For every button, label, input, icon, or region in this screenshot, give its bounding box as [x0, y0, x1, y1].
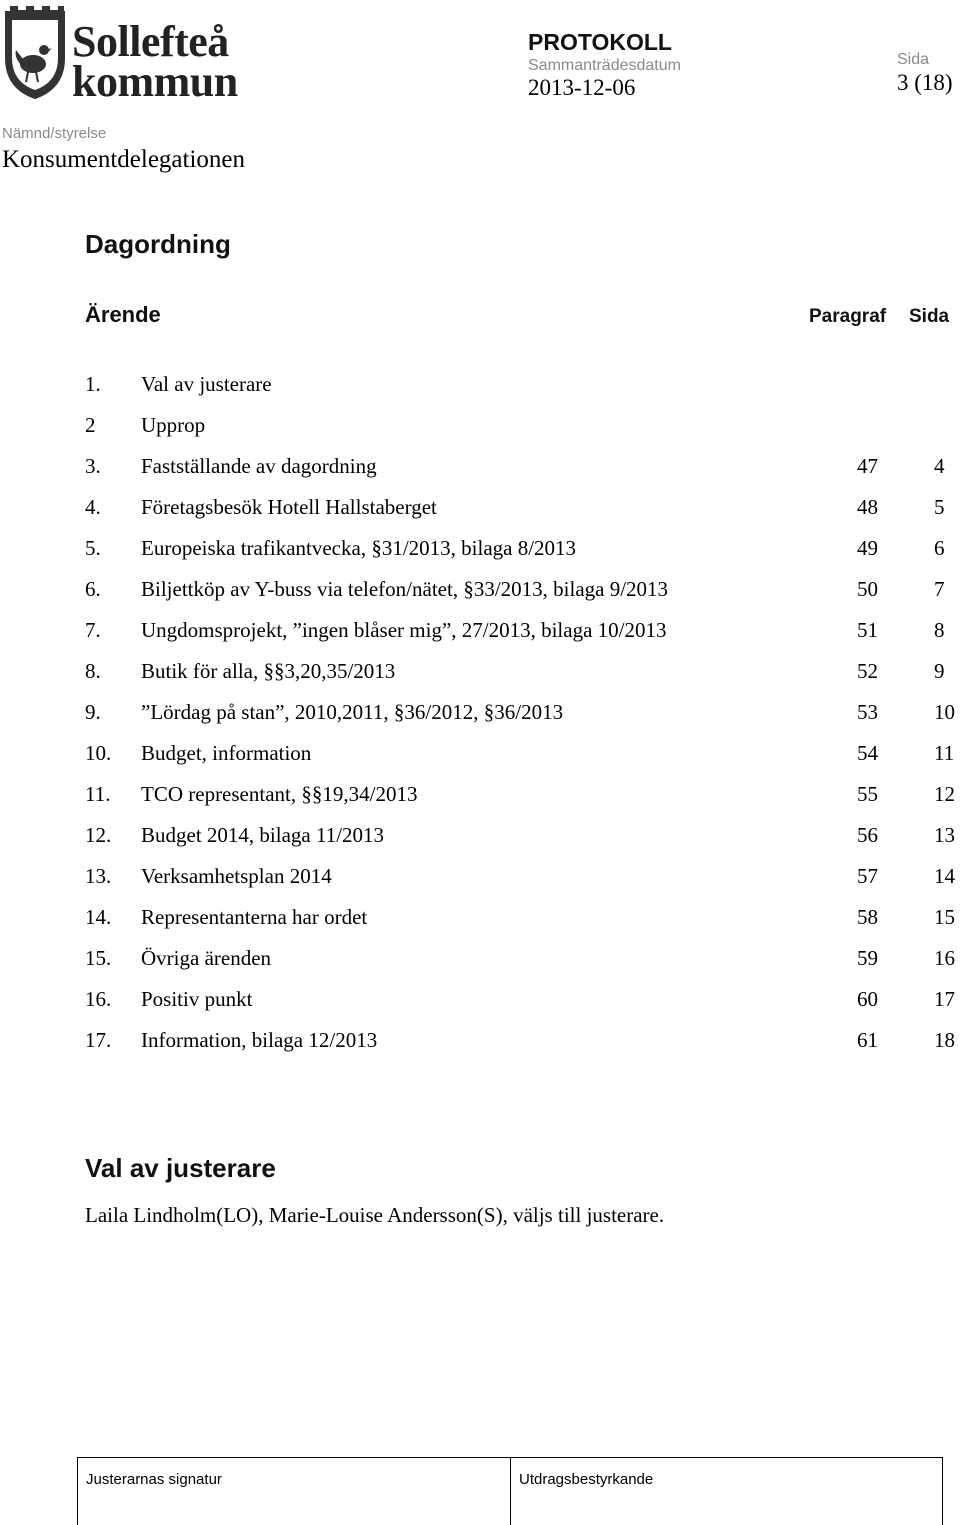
coat-of-arms-icon: [0, 6, 70, 102]
certification-label: Utdragsbestyrkande: [519, 1471, 654, 1488]
agenda-item-title: Övriga ärenden: [141, 946, 272, 970]
meeting-date: 2013-12-06: [528, 75, 636, 100]
agenda-title: Dagordning: [85, 229, 231, 259]
agenda-item-number: 11.: [85, 782, 111, 806]
agenda-item-number: 17.: [85, 1028, 112, 1052]
agenda-item-number: 14.: [85, 905, 112, 929]
agenda-item-paragraph: 49: [857, 536, 878, 560]
agenda-item-page: 9: [934, 659, 945, 683]
adjuster-text: Laila Lindholm(LO), Marie-Louise Andersson(S), väljs till justerare.: [85, 1203, 665, 1227]
agenda-item: [0, 569, 960, 610]
logo-text-line2: kommun: [72, 57, 238, 106]
agenda-item-number: 8.: [85, 659, 101, 683]
agenda-item-page: 6: [934, 536, 945, 560]
column-header-matter: Ärende: [85, 302, 161, 327]
agenda-item: [0, 487, 960, 528]
agenda-item-paragraph: 55: [857, 782, 878, 806]
agenda-item-title: ”Lördag på stan”, 2010,2011, §36/2012, §36/2013: [141, 700, 564, 724]
agenda-item-number: 2: [85, 413, 96, 437]
agenda-item-paragraph: 53: [857, 700, 878, 724]
agenda-item-paragraph: 51: [857, 618, 878, 642]
agenda-item-title: Upprop: [141, 413, 206, 437]
agenda-item-number: 4.: [85, 495, 101, 519]
agenda-item-page: 7: [934, 577, 945, 601]
agenda-item-number: 6.: [85, 577, 101, 601]
signature-divider: [510, 1458, 511, 1525]
committee-label: Nämnd/styrelse: [2, 125, 107, 142]
document-type: PROTOKOLL: [528, 29, 672, 55]
agenda-item-number: 7.: [85, 618, 101, 642]
agenda-item: [0, 897, 960, 938]
agenda-item-page: 4: [934, 454, 945, 478]
municipality-logo: [0, 4, 270, 104]
agenda-item-paragraph: 60: [857, 987, 878, 1011]
agenda-item-title: Positiv punkt: [141, 987, 253, 1011]
agenda-item-page: 13: [934, 823, 955, 847]
committee-name: Konsumentdelegationen: [2, 146, 245, 173]
agenda-item-title: Ungdomsprojekt, ”ingen blåser mig”, 27/2013, bilaga 10/2013: [141, 618, 667, 642]
agenda-item-number: 5.: [85, 536, 101, 560]
agenda-item-paragraph: 47: [857, 454, 878, 478]
column-header-paragraph: Paragraf: [809, 306, 887, 327]
signature-box: [77, 1457, 943, 1525]
agenda-item: [0, 856, 960, 897]
agenda-item-title: TCO representant, §§19,34/2013: [141, 782, 418, 806]
agenda-item-page: 18: [934, 1028, 955, 1052]
agenda-item-page: 11: [934, 741, 955, 765]
agenda-item-title: Verksamhetsplan 2014: [141, 864, 332, 888]
agenda-item-number: 15.: [85, 946, 112, 970]
agenda-item-page: 16: [934, 946, 955, 970]
agenda-item-page: 10: [934, 700, 955, 724]
agenda-item-title: Information, bilaga 12/2013: [141, 1028, 378, 1052]
agenda-item: [0, 446, 960, 487]
agenda-item: [0, 774, 960, 815]
agenda-item-number: 13.: [85, 864, 112, 888]
agenda-item: [0, 692, 960, 733]
agenda-item-paragraph: 54: [857, 741, 878, 765]
agenda-item-title: Företagsbesök Hotell Hallstaberget: [141, 495, 437, 519]
agenda-item-paragraph: 58: [857, 905, 878, 929]
agenda-item-title: Representanterna har ordet: [141, 905, 368, 929]
agenda-item-title: Budget 2014, bilaga 11/2013: [141, 823, 385, 847]
agenda-item-number: 10.: [85, 741, 112, 765]
agenda-item-title: Biljettköp av Y-buss via telefon/nätet, §33/2013, bilaga 9/2013: [141, 577, 669, 601]
agenda-item-page: 14: [934, 864, 955, 888]
agenda-item-paragraph: 48: [857, 495, 878, 519]
agenda-item: [0, 938, 960, 979]
agenda-item: [0, 733, 960, 774]
agenda-item: [0, 528, 960, 569]
agenda-item: [0, 405, 960, 446]
agenda-item-paragraph: 50: [857, 577, 878, 601]
column-header-page: Sida: [909, 306, 950, 327]
agenda-item-title: Fastställande av dagordning: [141, 454, 377, 478]
agenda-item-title: Val av justerare: [141, 372, 272, 396]
agenda-item: [0, 815, 960, 856]
agenda-item: [0, 610, 960, 651]
page-label: Sida: [897, 51, 930, 68]
adjuster-heading: Val av justerare: [85, 1153, 276, 1183]
agenda-item-paragraph: 61: [857, 1028, 878, 1052]
agenda-item-paragraph: 59: [857, 946, 878, 970]
agenda-item-page: 15: [934, 905, 955, 929]
page-number: 3 (18): [897, 70, 953, 95]
agenda-item-title: Butik för alla, §§3,20,35/2013: [141, 659, 396, 683]
agenda-item: [0, 651, 960, 692]
logo-text-line1: Sollefteå: [72, 17, 229, 66]
agenda-item-paragraph: 56: [857, 823, 878, 847]
agenda-item-title: Budget, information: [141, 741, 312, 765]
agenda-list: [0, 364, 960, 1061]
agenda-item-title: Europeiska trafikantvecka, §31/2013, bilaga 8/2013: [141, 536, 577, 560]
meeting-date-label: Sammanträdesdatum: [528, 57, 681, 74]
agenda-item: [0, 364, 960, 405]
agenda-item-page: 8: [934, 618, 945, 642]
agenda-item-page: 17: [934, 987, 955, 1011]
agenda-item-page: 5: [934, 495, 945, 519]
signature-label: Justerarnas signatur: [86, 1471, 222, 1488]
agenda-item-number: 16.: [85, 987, 112, 1011]
agenda-item-number: 9.: [85, 700, 101, 724]
agenda-item-paragraph: 57: [857, 864, 878, 888]
agenda-item-page: 12: [934, 782, 955, 806]
agenda-item: [0, 1020, 960, 1061]
agenda-item-paragraph: 52: [857, 659, 878, 683]
agenda-item-number: 12.: [85, 823, 112, 847]
agenda-item: [0, 979, 960, 1020]
agenda-item-number: 1.: [85, 372, 101, 396]
agenda-item-number: 3.: [85, 454, 101, 478]
